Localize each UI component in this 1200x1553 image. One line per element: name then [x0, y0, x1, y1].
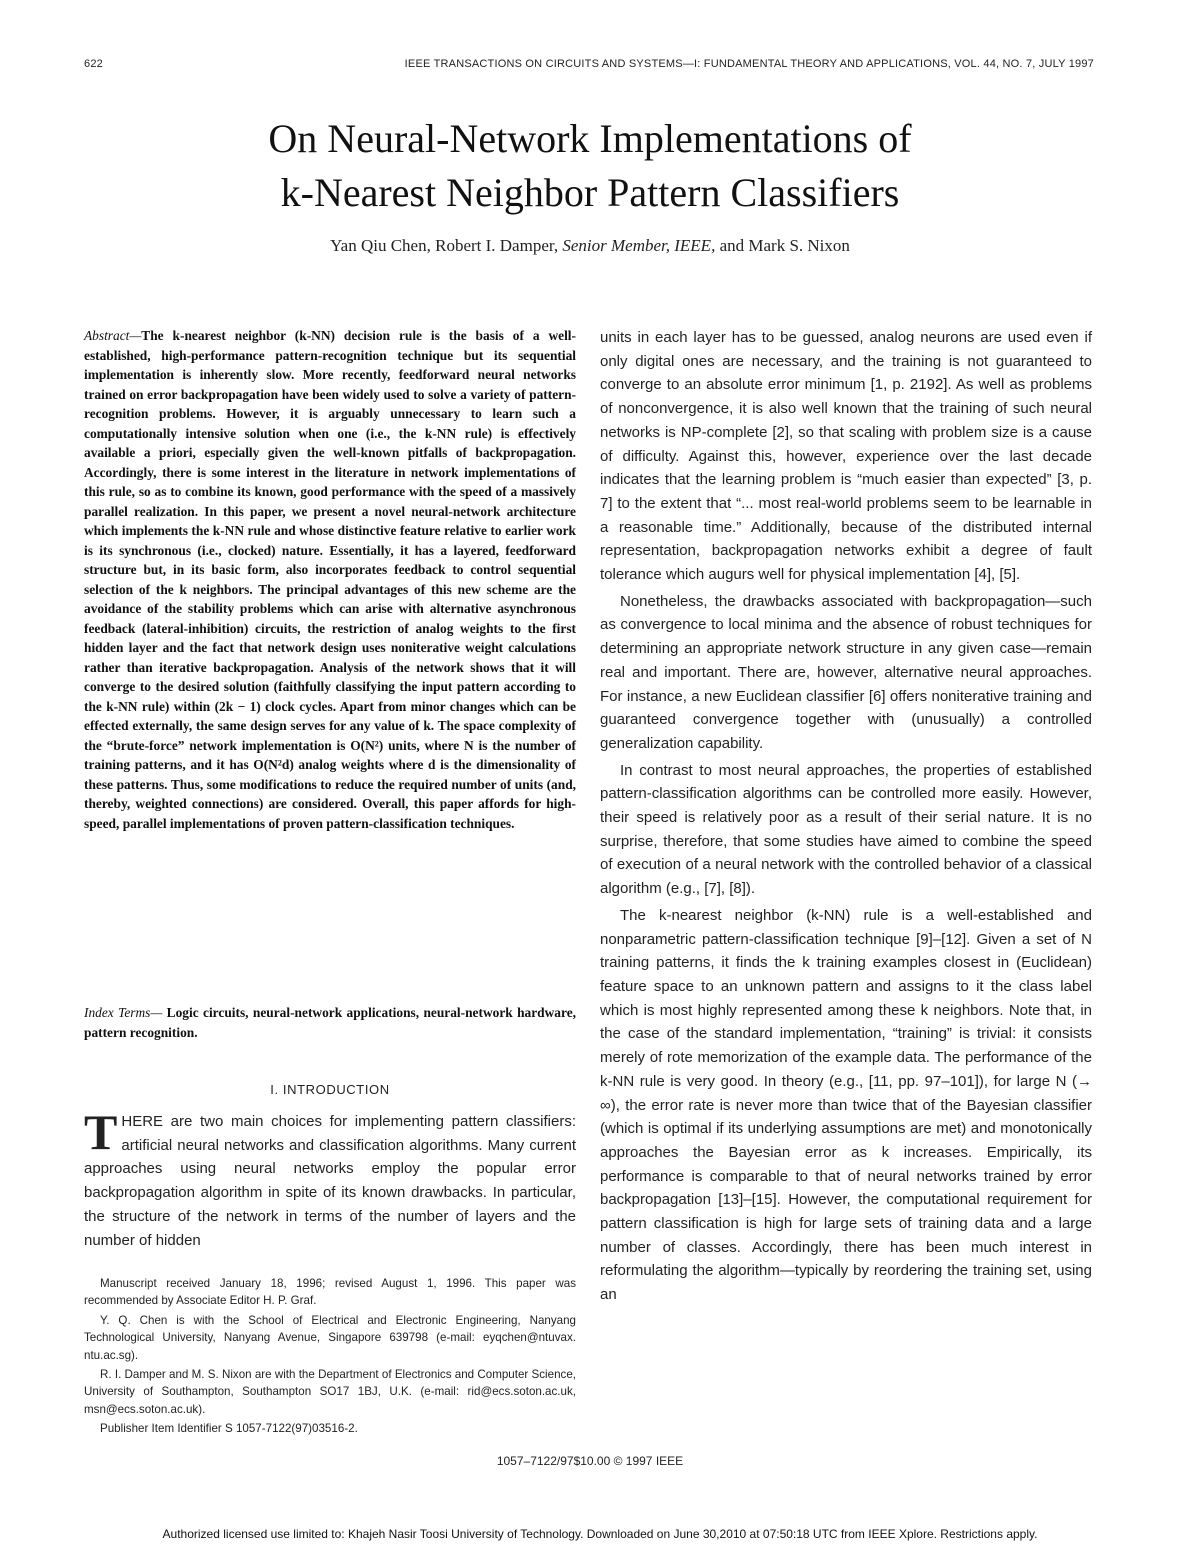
authors-part-1: Yan Qiu Chen, Robert I. Damper,: [330, 236, 563, 255]
footnote-manuscript: Manuscript received January 18, 1996; revised August 1, 1996. This paper was recommended by Associate Editor H. P. Graf.: [84, 1277, 576, 1308]
title-line-1: On Neural-Network Implementations of: [268, 116, 912, 161]
intro-text: HERE are two main choices for implementing pattern classifiers: artificial neural networks and classification algorithms. Many current approaches using neural networks employ the popular error backpropagation algorithm in spite of its known drawbacks. In particular, the structure of the network in terms of the number of layers and the number of hidden: [84, 1113, 576, 1249]
footnotes: [84, 1275, 576, 1440]
drop-cap: T: [84, 1104, 118, 1160]
paragraph: The k-nearest neighbor (k-NN) rule is a well-established and nonparametric pattern-classification technique [9]–[12]. Given a set of N training patterns, it finds the k training examples closest in (Euclidean) feature space to an unknown pattern and assigns to it the class label which is most highly represented among these k neighbors. Note that, in the case of the standard implementation, “training” is trivial: it consists merely of rote memorization of the example data. The performance of the k-NN rule is very good. In theory (e.g., [11, pp. 97–101]), for large N (→ ∞), the error rate is never more than twice that of the Bayesian classifier (which is optimal if its underlying assumptions are met) and monotonically approaches the Bayesian error as k increases. Empirically, its performance is comparable to that of neural networks trained by error backpropagation [13]–[15]. However, the computational requirement for pattern classification is high for large sets of training data and a large number of classes. Accordingly, there has been much interest in reformulating the algorithm—typically by reordering the training set, using an: [600, 906, 1092, 1304]
index-terms-label: Index Terms—: [84, 1005, 163, 1020]
running-header: [84, 58, 1094, 74]
abstract: [84, 326, 576, 833]
abstract-label: Abstract—: [84, 328, 142, 343]
copyright-line: 1057–7122/97$10.00 © 1997 IEEE: [496, 1454, 684, 1468]
paragraph: Nonetheless, the drawbacks associated with backpropagation—such as convergence to local minima and the absence of robust techniques for determining an appropriate network structure in any given case—remain real and important. There are, however, alternative neural approaches. For instance, a new Euclidean classifier [6] offers noniterative training and guaranteed convergence together with (unusually) a controlled generalization capability.: [600, 592, 1092, 752]
paragraph: In contrast to most neural approaches, the properties of established pattern-classification algorithms can be controlled more easily. However, their speed is relatively poor as a result of their serial nature. It is no surprise, therefore, that some studies have aimed to combine the speed of execution of a neural network with the controlled behavior of a classical algorithm (e.g., [7], [8]).: [600, 761, 1092, 898]
paper-title: [0, 112, 1180, 220]
index-terms: [84, 1003, 576, 1042]
footnote-damper-nixon: R. I. Damper and M. S. Nixon are with the Department of Electronics and Computer Science, University of Southampton, Southampton SO17 1BJ, U.K. (e-mail: rid@ecs.soton.ac.uk, msn@ecs.soton.ac.uk).: [84, 1368, 576, 1416]
footnote-chen: Y. Q. Chen is with the School of Electrical and Electronic Engineering, Nanyang Technological University, Nanyang Avenue, Singapore 639798 (e-mail: eyqchen@ntuvax. ntu.ac.sg).: [84, 1313, 576, 1362]
paragraph: units in each layer has to be guessed, analog neurons are used even if only digital ones are necessary, and the training is not guaranteed to converge to an absolute error minimum [1, p. 2192]. As well as problems of nonconvergence, it is also well known that the training of such neural networks is NP-complete [2], so that scaling with problem size is a cause of difficulty. Against this, however, experience over the last decade indicates that the learning problem is “much easier than expected” [3, p. 7] to the extent that “... most real-world problems seem to be learnable in a reasonable time.” Additionally, because of the distributed internal representation, backpropagation networks exhibit a degree of fault tolerance which augurs well for physical implementation [4], [5].: [600, 329, 1092, 584]
section-heading: I. INTRODUCTION: [270, 1082, 390, 1097]
abstract-text: The k-nearest neighbor (k-NN) decision rule is the basis of a well-established, high-performance pattern-recognition technique but its sequential implementation is inherently slow. More recently, feedforward neural networks trained on error backpropagation have been widely used to solve a variety of pattern-recognition problems. However, it is arguably unnecessary to learn such a computationally intensive solution when one (i.e., the k-NN rule) is effectively available a priori, especially given the well-known pitfalls of backpropagation. Accordingly, there is some interest in the literature in network implementations of this rule, so as to combine its known, good performance with the speed of a massively parallel realization. In this paper, we present a novel neural-network architecture which implements the k-NN rule and whose distinctive feature relative to earlier work is its synchronous (i.e., clocked) nature. Essentially, it has a layered, feedforward structure but, in its basic form, also incorporates feedback to control sequential selection of the k neighbors. The principal advantages of this new scheme are the avoidance of the stability problems which can arise with alternative asynchronous feedback (lateral-inhibition) circuits, the restriction of analog weights to the first hidden layer and the fact that network design uses noniterative weight calculations rather than iterative backpropagation. Analysis of the network shows that it will converge to the desired solution (faithfully classifying the input pattern according to the k-NN rule) within (2k − 1) clock cycles. Apart from minor changes which can be effected externally, the same design serves for any value of k. The space complexity of the “brute-force” network implementation is O(N²) units, where N is the number of training patterns, and it has O(N²d) analog weights where d is the dimensionality of these patterns. Thus, some modifications to reduce the required number of units (and, thereby, weighted connections) are considered. Overall, this paper affords for high-speed, parallel implementations of proven pattern-classification techniques.: [84, 328, 576, 831]
right-column: [600, 326, 1092, 1310]
author-role: Senior Member, IEEE,: [562, 236, 716, 255]
journal-name: IEEE TRANSACTIONS ON CIRCUITS AND SYSTEMS—I: FUNDAMENTAL THEORY AND APPLICATIONS, VOL. 44, NO. 7, JULY 1997: [404, 58, 1094, 70]
author-line: [0, 236, 1180, 256]
title-line-2: k-Nearest Neighbor Pattern Classifiers: [280, 170, 900, 215]
intro-paragraph: [84, 1104, 576, 1252]
page-number: 622: [84, 58, 103, 70]
footnote-publisher-id: Publisher Item Identifier S 1057-7122(97)03516-2.: [100, 1422, 358, 1436]
license-note: Authorized licensed use limited to: Khajeh Nasir Toosi University of Technology. Downloaded on June 30,2010 at 07:50:18 UTC from IEEE Xplore. Restrictions apply.: [162, 1527, 1038, 1541]
authors-part-2: and Mark S. Nixon: [715, 236, 850, 255]
index-terms-text: Logic circuits, neural-network applications, neural-network hardware, pattern recognition.: [84, 1005, 576, 1040]
